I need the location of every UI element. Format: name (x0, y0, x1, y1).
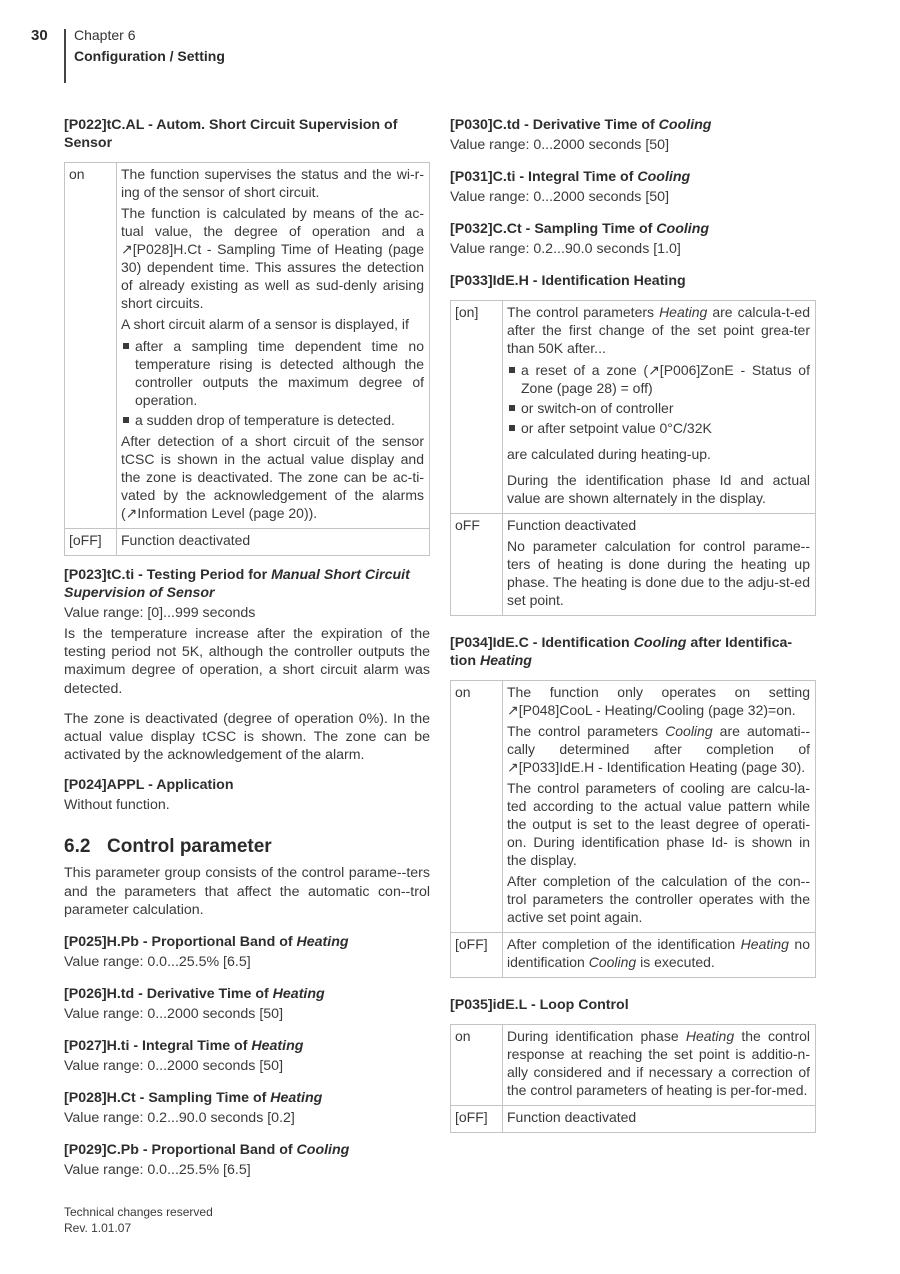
table-row (451, 933, 816, 978)
footer-note: Technical changes reserved (64, 1205, 213, 1219)
description-text (507, 1027, 810, 1099)
value-range: Value range: 0...2000 seconds [50] (64, 1006, 284, 1023)
option-description (503, 933, 816, 978)
title-text: [P034]IdE.C - Identification (450, 635, 634, 651)
option-key: on (451, 681, 503, 933)
option-description (503, 301, 816, 514)
text-italic: Cooling (665, 723, 713, 739)
section-title: Control parameter (107, 836, 272, 858)
text: After completion of the identification (507, 936, 741, 952)
text-italic: Heating (659, 304, 708, 320)
option-key: oFF (451, 514, 503, 616)
title-text: [P023]tC.ti - Testing Period for (64, 567, 272, 583)
bullet-item: a sudden drop of temperature is detected. (121, 411, 424, 429)
title-italic: Heating (270, 1090, 323, 1107)
title-text: [P032]C.Ct - Sampling Time of (450, 221, 657, 237)
option-description (117, 163, 430, 529)
p034-title (450, 634, 816, 670)
value-range: Value range: 0...2000 seconds [50] (450, 137, 670, 153)
option-description (503, 681, 816, 933)
param-title (64, 1089, 430, 1107)
p022-options-table (64, 162, 430, 556)
description-text (507, 722, 810, 776)
description-text: Function deactivated (507, 517, 637, 533)
p024-title: [P024]APPL - Application (64, 777, 234, 794)
text-italic: Heating (685, 1028, 735, 1044)
table-row (65, 529, 430, 556)
value-range: Value range: 0.0...25.5% [6.5] (64, 1162, 251, 1179)
header-divider (64, 29, 66, 83)
title-italic: Cooling (296, 1142, 350, 1159)
p023-value-range: Value range: [0]...999 seconds (64, 605, 256, 621)
right-column (450, 116, 816, 1143)
text: is executed. (636, 954, 715, 970)
text: no identification (507, 936, 810, 970)
p023-body-2: The zone is deactivated (degree of operation 0%). In the actual value display tCSC is shown. The zone can be activated by the acknowledgement of the alarm. (64, 710, 430, 764)
description-text (507, 935, 810, 971)
title-text: [P025]H.Pb - Proportional Band of (64, 934, 297, 951)
title-text: [P028]H.Ct - Sampling Time of (64, 1090, 271, 1107)
title-text: [P027]H.ti - Integral Time of (64, 1038, 252, 1055)
option-key: [oFF] (451, 933, 503, 978)
text: During identification phase (507, 1028, 686, 1044)
description-text: Function deactivated (121, 532, 251, 548)
section-heading (64, 836, 430, 858)
title-italic: Heating (251, 1038, 304, 1055)
chapter-title: Configuration / Setting (74, 48, 225, 64)
param-block (64, 933, 430, 971)
option-description (503, 1025, 816, 1106)
value-range: Value range: 0.2...90.0 seconds [0.2] (64, 1110, 295, 1127)
option-key: [on] (451, 301, 503, 514)
p023-body-1: Is the temperature increase after the expiration of the testing period not 5K, although the controller outputs the maximum degree of operation, a short circuit alarm was detected. (64, 626, 430, 697)
description-text (507, 303, 810, 357)
param-title (450, 168, 816, 186)
option-key: on (65, 163, 117, 529)
text: The control parameters (507, 723, 666, 739)
title-text: [P029]C.Pb - Proportional Band of (64, 1142, 297, 1159)
table-row (451, 681, 816, 933)
text: are calcula-t-ed after the first change of the set point grea-ter than 50K after... (507, 304, 810, 356)
title-text: [P030]C.td - Derivative Time of (450, 117, 659, 133)
text: the control response at reaching the set point is additio-n-ally considered and if necessary a correction of the control parameters of heating is per-for-med. (507, 1028, 811, 1098)
page-number: 30 (31, 27, 48, 44)
p035-title: [P035]idE.L - Loop Control (450, 997, 629, 1013)
description-text: After completion of the calculation of the con--trol parameters the controller operates with the active set point again. (507, 873, 810, 925)
section-number: 6.2 (64, 836, 91, 858)
section-body: This parameter group consists of the control parame--ters and the parameters that affect the automatic con--trol parameter calculation. (64, 865, 430, 918)
text-italic: Cooling (588, 954, 637, 970)
description-text: The function supervises the status and the wi-r-ing of the sensor of short circuit. (121, 166, 424, 200)
param-block (450, 220, 816, 258)
description-text: are calculated during heating-up. (507, 446, 711, 462)
left-column (64, 116, 430, 1193)
text: are automati--cally determined after completion of ↗[P033]IdE.H - Identification Heating (page 30). (507, 723, 810, 775)
text: The control parameters (507, 304, 660, 320)
chapter-label: Chapter 6 (74, 27, 136, 43)
param-title (64, 1141, 430, 1159)
title-italic: Cooling (656, 221, 710, 237)
table-row (65, 163, 430, 529)
bullet-item: after a sampling time dependent time no temperature rising is detected although the controller outputs the maximum degree of operation. (121, 337, 424, 409)
table-row (451, 1106, 816, 1133)
bullet-list (121, 337, 424, 429)
description-text: The control parameters of cooling are calcu-la-ted according to the actual value pattern while the output is set to the least degree of operati-on. During identification phase Id- is shown in the display. (507, 780, 810, 868)
description-text: After detection of a short circuit of the sensor tCSC is shown in the actual value display and the zone is deactivated. The zone can be ac-ti-vated by the acknowledgement of the alarms (↗Information Level (page 20)). (121, 433, 424, 521)
value-range: Value range: 0...2000 seconds [50] (450, 189, 670, 205)
param-title (64, 933, 430, 951)
p034-options-table (450, 680, 816, 978)
p024-body: Without function. (64, 797, 170, 814)
title-italic: Cooling (658, 117, 712, 133)
p022-title: [P022]tC.AL - Autom. Short Circuit Supervision of Sensor (64, 117, 398, 151)
title-text: [P026]H.td - Derivative Time of (64, 986, 273, 1003)
option-description (503, 514, 816, 616)
value-range: Value range: 0.2...90.0 seconds [1.0] (450, 241, 681, 257)
description-text: The function only operates on setting ↗[P048]CooL - Heating/Cooling (page 32)=on. (507, 684, 810, 718)
title-italic: Cooling (633, 635, 687, 651)
option-description (117, 529, 430, 556)
param-block (64, 985, 430, 1023)
value-range: Value range: 0...2000 seconds [50] (64, 1058, 284, 1075)
footer (64, 1204, 213, 1236)
title-text: after Identifica-tion (450, 635, 793, 669)
bullet-item: or after setpoint value 0°C/32K (507, 419, 810, 437)
title-text: [P031]C.ti - Integral Time of (450, 169, 638, 185)
description-text: The function is calculated by means of the ac-tual value, the degree of operation and a ↗[P028]H.Ct - Sampling Time of Heating (page 30) dependent time. This assures the detection of already existing as well as sud-denly arising short circuits. (121, 205, 424, 311)
param-block (450, 168, 816, 206)
param-block (64, 1089, 430, 1127)
option-key: on (451, 1025, 503, 1106)
option-description (503, 1106, 816, 1133)
title-italic: Heating (296, 934, 349, 951)
title-italic: Cooling (637, 169, 691, 185)
description-text: Function deactivated (507, 1109, 637, 1125)
p033-options-table (450, 300, 816, 616)
table-row (451, 1025, 816, 1106)
p033-title: [P033]IdE.H - Identification Heating (450, 273, 686, 289)
p035-options-table (450, 1024, 816, 1133)
table-row (451, 514, 816, 616)
option-key: [oFF] (451, 1106, 503, 1133)
param-block (450, 116, 816, 154)
bullet-item: or switch-on of controller (507, 399, 810, 417)
revision-label: Rev. 1.01.07 (64, 1221, 132, 1235)
param-title (450, 116, 816, 134)
param-block (64, 1037, 430, 1075)
param-block (64, 1141, 430, 1179)
p023-title (64, 566, 430, 602)
option-key: [oFF] (65, 529, 117, 556)
value-range: Value range: 0.0...25.5% [6.5] (64, 954, 251, 971)
bullet-list (507, 361, 810, 437)
description-text: A short circuit alarm of a sensor is displayed, if (121, 316, 409, 332)
param-title (450, 220, 816, 238)
title-italic: Heating (272, 986, 325, 1003)
param-title (64, 1037, 430, 1055)
title-italic: Manual Short Circuit Supervision of Sensor (64, 567, 410, 601)
description-text: During the identification phase Id and actual value are shown alternately in the display. (507, 472, 810, 506)
param-title (64, 985, 430, 1003)
text-italic: Heating (740, 936, 789, 952)
title-italic: Heating (479, 653, 532, 669)
table-row (451, 301, 816, 514)
description-text: No parameter calculation for control parame--ters of heating is done during the heating up phase. The heating is done due to the adju-st-ed set point. (507, 538, 810, 608)
bullet-item: a reset of a zone (↗[P006]ZonE - Status of Zone (page 28) = off) (507, 361, 810, 397)
